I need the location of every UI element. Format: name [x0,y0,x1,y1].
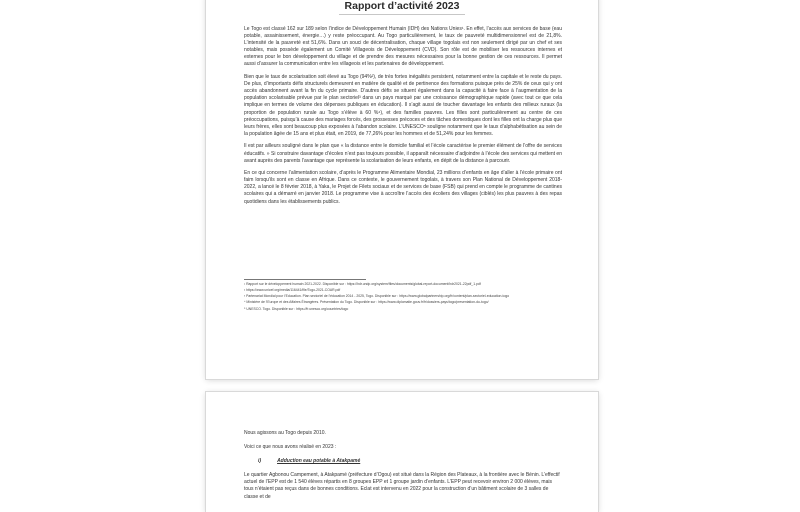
footnote: ¹ Rapport sur le développement humain 2021-2022. Disponible sur : https://hdr.undp.org/system/files/documents/global-report-document/hdr2021-22pdf_1.pdf [244,282,481,286]
paragraph: Le Togo est classé 162 sur 189 selon l’indice de Développement Humain (IDH) des Nations Unies¹. En effet, l’accès aux services de base (eau potable, assainissement, énergie…) y reste préoccupant. Au Togo particulièrement, le taux de pauvreté multidimensionnel est de 21,8%. L’intensité de la pauvreté est 51,6%. Dans un souci de décentralisation, chaque village togolais est non seulement dirigé par un chef et ses notables, mais possède également un Comité Villageois de Développement (CVD). Son rôle est de mobiliser les ressources internes et externes pour le bon développement du village et de prendre des mesures nécessaires pour la bonne gestion de ces ressources. Il permet aussi d’assurer la communication entre les villageois et les partenaires de développement. [244,26,562,68]
paragraph: Bien que le taux de scolarisation soit élevé au Togo (94%²), de très fortes inégalités persistent, notamment entre la capitale et le reste du pays. De plus, d’importants défis structurels demeurent en matière de qualité et de pertinence des formations puisque près de 25% de ceux qui y ont accès abandonnent avant la fin du cycle primaire. D’autres défis se situent également dans la capacité à faire face à l’augmentation de la population scolarisable prévue par le plan sectoriel³ dans un pays marqué par une croissance démographique rapide (avec tout ce que cela implique en termes de volume des dépenses publiques en éducation). Il s’agit aussi de toucher davantage les enfants des milieux ruraux (la proportion de population rurale au Togo s’élève à 60 %⁴), et des familles pauvres. Les filles sont particulièrement au centre de ces préoccupations, puisqu’à cause des mariages forcés, des grossesses précoces et des tâches domestiques dont les filles ont la charge plus que leurs frères, elles sont beaucoup plus exposées à l’abandon scolaire. L’UNESCO⁵ souligne notamment que le taux d’alphabétisation au sein de la population âgée de 15 ans et plus était, en 2019, de 77,26% pour les hommes et de 51,24% pour les femmes. [244,74,562,137]
footnotes [244,282,554,313]
paragraph: Il est par ailleurs souligné dans le plan que « la distance entre le domicile familial et l’école caractérise le premier élément de l’offre de services éducatifs. » Si construire davantage d’écoles n’est pas toujours possible, il apparaît nécessaire d’adjoindre à l’école des services qui mettent en avant auprès des parents l’avantage que représente la scolarisation de leurs enfants, en dépit de la distance à parcourir. [244,143,562,164]
page-2-body [244,430,562,508]
document-page-1 [206,0,598,379]
intro-line: Voici ce que nous avons réalisé en 2023 : [244,444,337,451]
title-underline [339,14,465,15]
paragraph: Le quartier Agbonou Campement, à Atakpamé (préfecture d’Ogou) est situé dans la Région des Plateaux, à la frontière avec le Bénin. L’effectif actuel de l’EPP est de 1 540 élèves répartis en 8 groupes EPP et 1 groupe jardin d’enfants. L’EPP peut recevoir environ 2 000 élèves, mais tous n’étaient pas reçus dans de bonnes conditions. Eclat est intervenu en 2022 pour la construction d’un bâtiment scolaire de 3 salles de classe et de [244,472,560,500]
intro-line: Nous agissons au Togo depuis 2010. [244,430,326,436]
paragraph: En ce qui concerne l’alimentation scolaire, d’après le Programme Alimentaire Mondial, 23 millions d’enfants en âge d’aller à l’école primaire ont faim lorsqu’ils sont en classe en Afrique. Dans ce contexte, le gouvernement togolais, à travers son Plan National de Développement 2018-2022, a lancé le 8 février 2018, à Yaka, le Projet de Filets sociaux et de services de base (FSB) qui prend en compte le programme de cantines scolaires qui a démarré en janvier 2018. Le programme vise à accroître l’accès des écoliers des villages (ciblés) les plus pauvres à des repas quotidiens dans les établissements publics. [244,170,562,205]
report-title: Rapport d’activité 2023 [344,0,460,12]
section-heading [258,458,562,465]
section-number: i) [258,458,262,465]
document-page-2 [206,392,598,512]
section-title: Adduction eau potable à Atakpamé [277,458,361,465]
footnote: ⁵ UNESCO. Togo. Disponible sur : https://fr.unesco.org/countries/togo [244,306,349,311]
footnote: ² https://www.unicef.org/media/116441/file/Togo-2021-COAR.pdf [244,288,341,293]
page-1-body [244,26,562,211]
footnote: ³ Partenariat Mondial pour l’Education. Plan sectoriel de l’éducation 2014 - 2025, Togo. Disponible sur : https://www.globalpartnership.org/fr/content/plan-sectoriel-education-togo [244,294,510,299]
footnote: ⁴ Ministère de l’Europe et des Affaires Étrangères. Présentation du Togo. Disponible sur : https://www.diplomatie.gouv.fr/fr/dossiers-pays/togo/presentation-du-togo/ [244,300,489,305]
footnote-separator [244,279,366,280]
